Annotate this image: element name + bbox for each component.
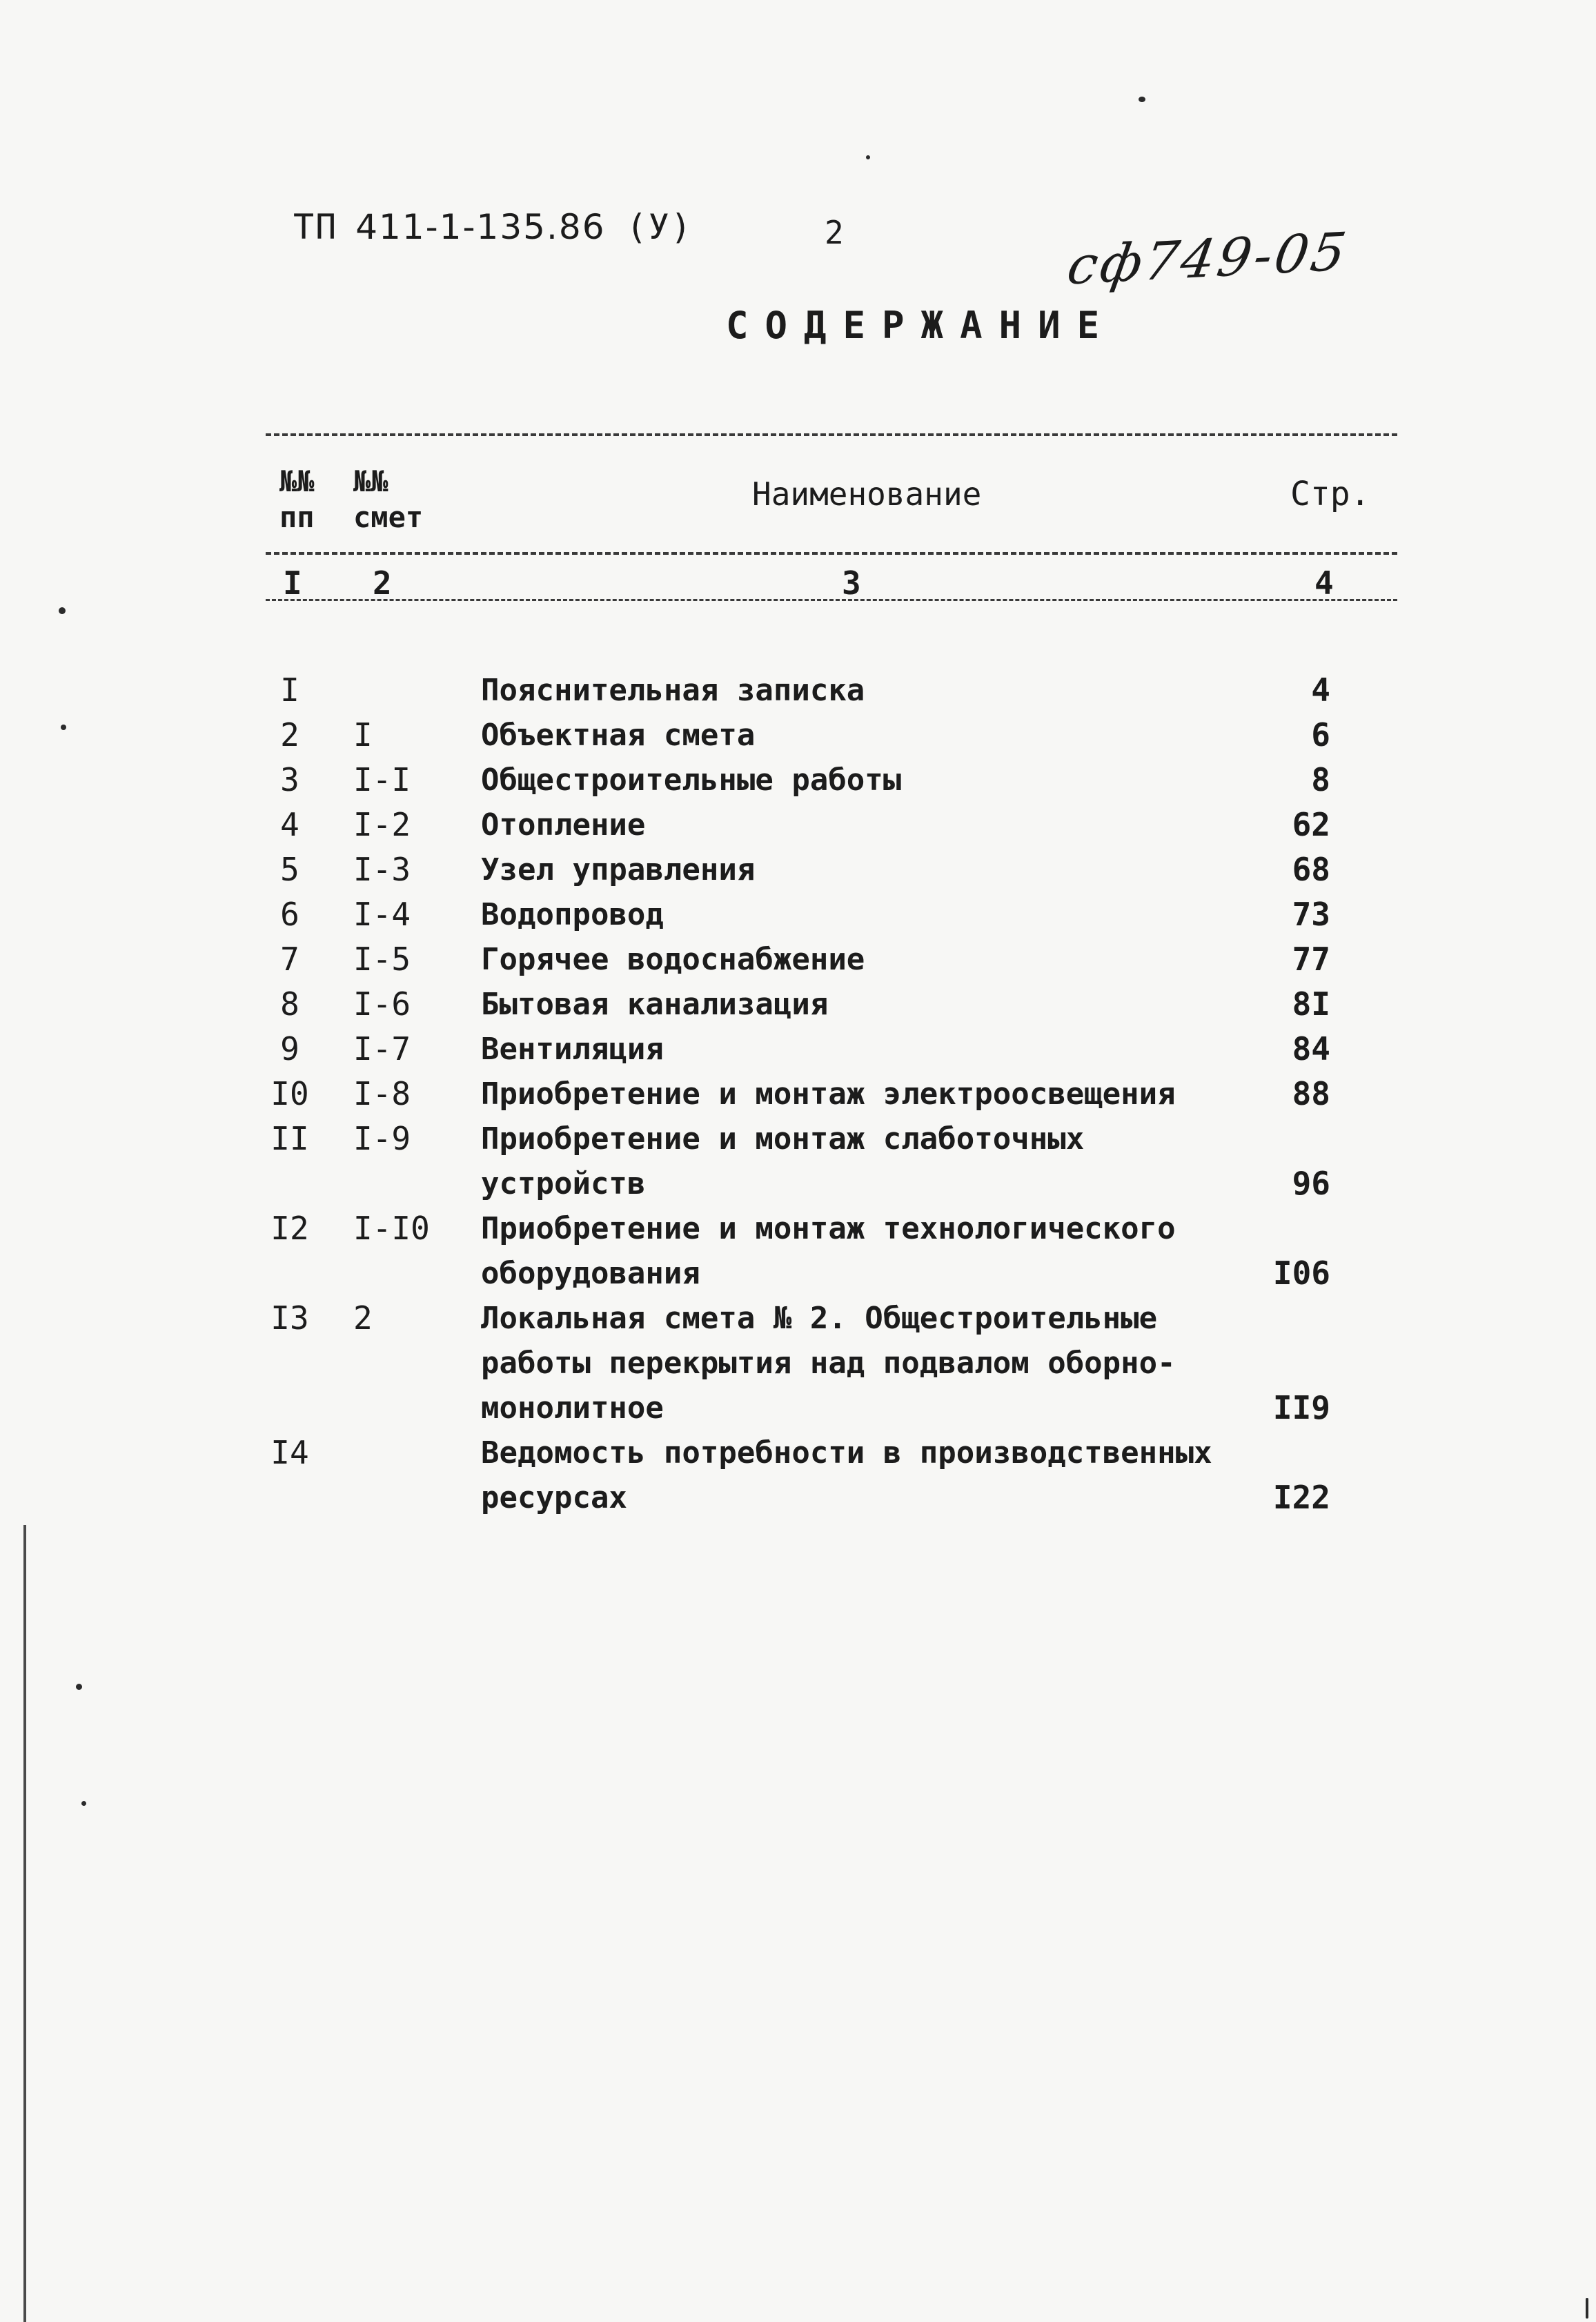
column-header-number-line1: №№ xyxy=(279,464,315,498)
row-smeta: I-6 xyxy=(353,985,411,1023)
table-row xyxy=(0,1027,1596,1072)
column-header-number-line2: пп xyxy=(279,500,315,534)
row-page: 6 xyxy=(1311,716,1330,754)
table-row xyxy=(0,1116,1596,1206)
document-code xyxy=(293,207,693,247)
row-page: 4 xyxy=(1311,671,1330,709)
row-page: 8I xyxy=(1292,985,1330,1023)
table-row xyxy=(0,758,1596,803)
row-smeta: I-4 xyxy=(353,896,411,933)
row-page: 88 xyxy=(1292,1075,1330,1112)
row-name: Горячее водоснабжение xyxy=(481,942,865,977)
table-row xyxy=(0,803,1596,847)
scan-speck xyxy=(866,155,870,159)
row-number: 7 xyxy=(280,941,299,978)
table-row xyxy=(0,892,1596,937)
row-page: 62 xyxy=(1292,806,1330,843)
column-number-3: 3 xyxy=(842,564,861,602)
row-number: 6 xyxy=(280,896,299,933)
row-number: I2 xyxy=(270,1210,309,1247)
row-number: 9 xyxy=(280,1030,299,1067)
column-number-2: 2 xyxy=(373,564,392,602)
scan-speck xyxy=(59,607,66,614)
page-title: СОДЕРЖАНИЕ xyxy=(726,304,1116,347)
column-header-smeta-line2: смет xyxy=(353,500,424,534)
column-header-smeta xyxy=(353,464,423,535)
row-number: 3 xyxy=(280,761,299,798)
row-page: 96 xyxy=(1292,1165,1330,1202)
row-number: II xyxy=(270,1120,309,1157)
column-header-page: Стр. xyxy=(1290,475,1370,513)
row-number: 4 xyxy=(280,806,299,843)
row-name: Приобретение и монтаж электроосвещения xyxy=(481,1076,1176,1112)
row-page: II9 xyxy=(1272,1389,1330,1426)
scan-speck xyxy=(76,1684,82,1690)
row-name: Отопление xyxy=(481,807,646,843)
row-smeta: I-7 xyxy=(353,1030,411,1067)
row-page: I06 xyxy=(1272,1255,1330,1292)
row-name: Общестроительные работы xyxy=(481,762,902,798)
page-number: 2 xyxy=(825,214,844,251)
table-row xyxy=(0,982,1596,1027)
row-smeta: I-9 xyxy=(353,1120,411,1157)
row-number: I3 xyxy=(270,1299,309,1337)
row-number: I xyxy=(280,671,299,709)
code-prefix: ТП xyxy=(293,207,338,247)
row-page: 77 xyxy=(1292,941,1330,978)
row-smeta: I xyxy=(353,716,373,754)
column-header-name: Наименование xyxy=(752,475,982,513)
scan-speck xyxy=(1586,2298,1588,2319)
row-smeta: I-I xyxy=(353,761,411,798)
row-name: Приобретение и монтаж технологического оборудования xyxy=(481,1211,1176,1291)
column-number-4: 4 xyxy=(1314,564,1334,602)
row-name: Ведомость потребности в производственных ресурсах xyxy=(481,1435,1212,1515)
handwritten-archive-id: сф749-05 xyxy=(1063,220,1353,297)
row-name: Пояснительная записка xyxy=(481,673,865,708)
scan-speck xyxy=(61,725,66,730)
row-number: I0 xyxy=(270,1075,309,1112)
row-page: 68 xyxy=(1292,851,1330,888)
row-smeta: I-8 xyxy=(353,1075,411,1112)
row-name: Приобретение и монтаж слаботочных устройств xyxy=(481,1121,1085,1201)
row-name: Узел управления xyxy=(481,852,756,887)
row-smeta: I-3 xyxy=(353,851,411,888)
row-number: 2 xyxy=(280,716,299,754)
table-row xyxy=(0,1430,1596,1520)
table-row xyxy=(0,1072,1596,1116)
column-number-1: I xyxy=(283,564,302,602)
column-header-number xyxy=(279,464,315,535)
row-page: 84 xyxy=(1292,1030,1330,1067)
row-name: Водопровод xyxy=(481,897,664,932)
row-smeta: I-5 xyxy=(353,941,411,978)
column-header-smeta-line1: №№ xyxy=(353,464,388,498)
header-divider-rule xyxy=(266,552,1397,555)
table-row xyxy=(0,1206,1596,1296)
table-row xyxy=(0,668,1596,713)
row-smeta: I-I0 xyxy=(353,1210,430,1247)
row-name: Локальная смета № 2. Общестроительные работы перекрытия над подвалом оборно- монолитное xyxy=(481,1301,1176,1426)
scan-speck xyxy=(81,1801,86,1806)
row-name: Вентиляция xyxy=(481,1032,664,1067)
table-row xyxy=(0,847,1596,892)
column-numbers-rule xyxy=(266,599,1397,601)
row-number: I4 xyxy=(270,1434,309,1471)
row-smeta: 2 xyxy=(353,1299,373,1337)
code-suffix: (У) xyxy=(626,207,693,247)
row-page: 73 xyxy=(1292,896,1330,933)
row-name: Объектная смета xyxy=(481,718,756,753)
row-number: 8 xyxy=(280,985,299,1023)
table-row xyxy=(0,1296,1596,1430)
table-of-contents xyxy=(0,668,1596,1520)
binding-edge-line xyxy=(23,1525,26,2322)
row-page: 8 xyxy=(1311,761,1330,798)
row-page: I22 xyxy=(1272,1479,1330,1516)
scan-speck xyxy=(1139,97,1145,102)
table-row xyxy=(0,713,1596,758)
row-number: 5 xyxy=(280,851,299,888)
table-top-rule xyxy=(266,433,1397,436)
table-row xyxy=(0,937,1596,982)
row-smeta: I-2 xyxy=(353,806,411,843)
row-name: Бытовая канализация xyxy=(481,987,829,1022)
code-number: 411-1-135.86 xyxy=(355,207,606,247)
